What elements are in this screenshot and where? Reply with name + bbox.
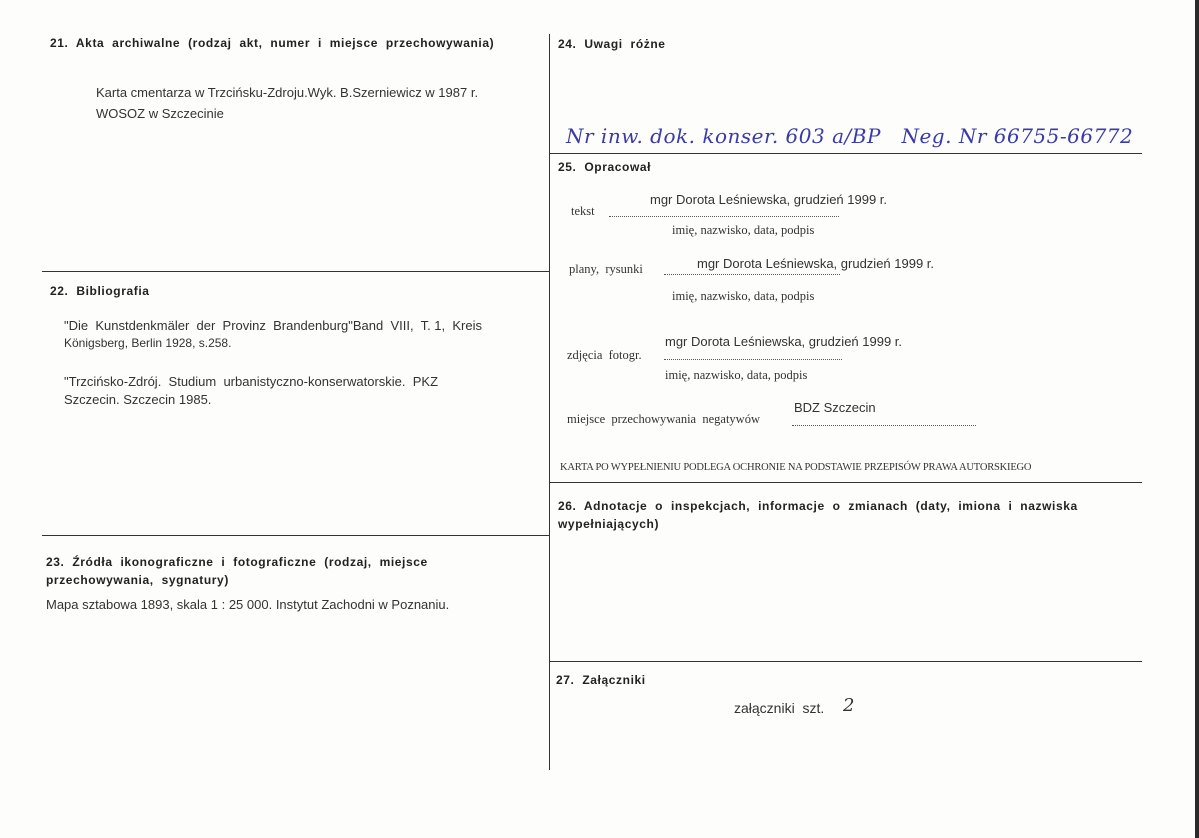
plany-dots	[664, 274, 840, 275]
divider-25-26	[550, 482, 1142, 483]
sec23-text: Mapa sztabowa 1893, skala 1 : 25 000. Instytut Zachodni w Poznaniu.	[46, 597, 450, 612]
plany-value: mgr Dorota Leśniewska, grudzień 1999 r.	[697, 256, 935, 271]
divider-21-22	[42, 271, 550, 272]
zdjecia-label: zdjęcia fotogr.	[567, 348, 642, 362]
tekst-dots	[609, 216, 839, 217]
sec23-heading-line1: 23. Źródła ikonograficzne i fotograficzne (rodzaj, miejsce	[46, 555, 428, 569]
sec26-heading-line1: 26. Adnotacje o inspekcjach, informacje o zmianach (daty, imiona i nazwiska	[558, 499, 1078, 513]
divider-26-27	[550, 661, 1142, 662]
plany-caption: imię, nazwisko, data, podpis	[672, 289, 815, 303]
sec22-ref1-line2: Königsberg, Berlin 1928, s.258.	[64, 336, 232, 350]
sec22-ref1-line1: "Die Kunstdenkmäler der Provinz Brandenburg"Band VIII, T. 1, Kreis	[64, 318, 482, 333]
inventory-handwritten-note: Nr inw. dok. konser. 603 a/BP Neg. Nr 66755-66772	[566, 124, 1134, 148]
divider-24-25	[550, 153, 1142, 154]
sec21-line2: WOSOZ w Szczecinie	[96, 106, 224, 121]
plany-label: plany, rysunki	[569, 262, 643, 276]
attachments-count: 2	[843, 695, 855, 716]
sec26-heading-line2: wypełniających)	[558, 517, 660, 531]
zdjecia-value: mgr Dorota Leśniewska, grudzień 1999 r.	[665, 334, 903, 349]
sec22-heading: 22. Bibliografia	[50, 284, 150, 298]
divider-22-23	[42, 535, 550, 536]
sec25-heading: 25. Opracował	[558, 160, 652, 174]
sec22-ref2-line1: "Trzcińsko-Zdrój. Studium urbanistyczno-konserwatorskie. PKZ	[64, 374, 439, 389]
sec23-heading-line2: przechowywania, sygnatury)	[46, 573, 229, 587]
sec27-heading: 27. Załączniki	[556, 673, 646, 687]
center-divider	[549, 34, 550, 770]
sec24-heading: 24. Uwagi różne	[558, 37, 666, 51]
negatywy-label: miejsce przechowywania negatywów	[567, 412, 760, 426]
attachments-text: załączniki szt.	[734, 700, 825, 716]
negatywy-value: BDZ Szczecin	[794, 400, 876, 415]
zdjecia-dots	[664, 359, 842, 360]
copyright-notice: KARTA PO WYPEŁNIENIU PODLEGA OCHRONIE NA PODSTAWIE PRZEPISÓW PRAWA AUTORSKIEGO	[560, 462, 1032, 473]
sec21-heading: 21. Akta archiwalne (rodzaj akt, numer i miejsce przechowywania)	[50, 36, 495, 50]
scan-edge	[1195, 0, 1199, 838]
tekst-caption: imię, nazwisko, data, podpis	[672, 223, 815, 237]
tekst-label: tekst	[571, 204, 595, 218]
sec21-line1: Karta cmentarza w Trzcińsku-Zdroju.Wyk. B.Szerniewicz w 1987 r.	[96, 85, 479, 100]
tekst-value: mgr Dorota Leśniewska, grudzień 1999 r.	[650, 192, 888, 207]
sec22-ref2-line2: Szczecin. Szczecin 1985.	[64, 392, 212, 407]
negatywy-dots	[792, 425, 976, 426]
zdjecia-caption: imię, nazwisko, data, podpis	[665, 368, 808, 382]
